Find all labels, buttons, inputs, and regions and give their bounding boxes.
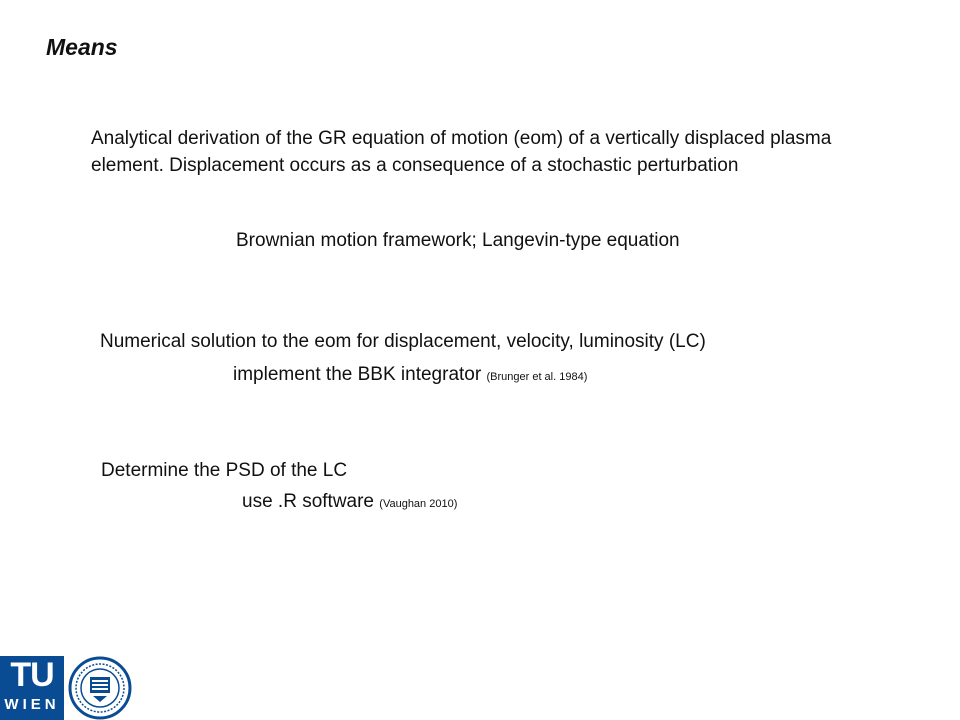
bbk-citation: (Brunger et al. 1984)	[486, 371, 588, 383]
tu-logo-letters: TU	[10, 656, 54, 694]
derivation-paragraph: Analytical derivation of the GR equation of motion (eom) of a vertically displaced plasma element. Displacement occurs as a consequence of a stochastic perturbation	[91, 128, 832, 176]
numerical-solution-text: Numerical solution to the eom for displacement, velocity, luminosity (LC)	[100, 331, 706, 352]
bbk-subpoint-text: implement the BBK integrator	[233, 364, 482, 385]
bbk-subpoint	[233, 361, 587, 391]
r-software-text: use .R software	[242, 491, 374, 512]
brownian-subpoint: Brownian motion framework; Langevin-type equation	[236, 230, 680, 251]
university-seal-icon	[66, 656, 134, 720]
slide-title: Means	[46, 34, 118, 60]
psd-text: Determine the PSD of the LC	[101, 460, 348, 481]
wien-logo-letters: WIEN	[4, 696, 60, 713]
r-software-subpoint	[242, 488, 457, 518]
tu-wien-logo	[0, 656, 64, 720]
vaughan-citation: (Vaughan 2010)	[379, 498, 458, 510]
